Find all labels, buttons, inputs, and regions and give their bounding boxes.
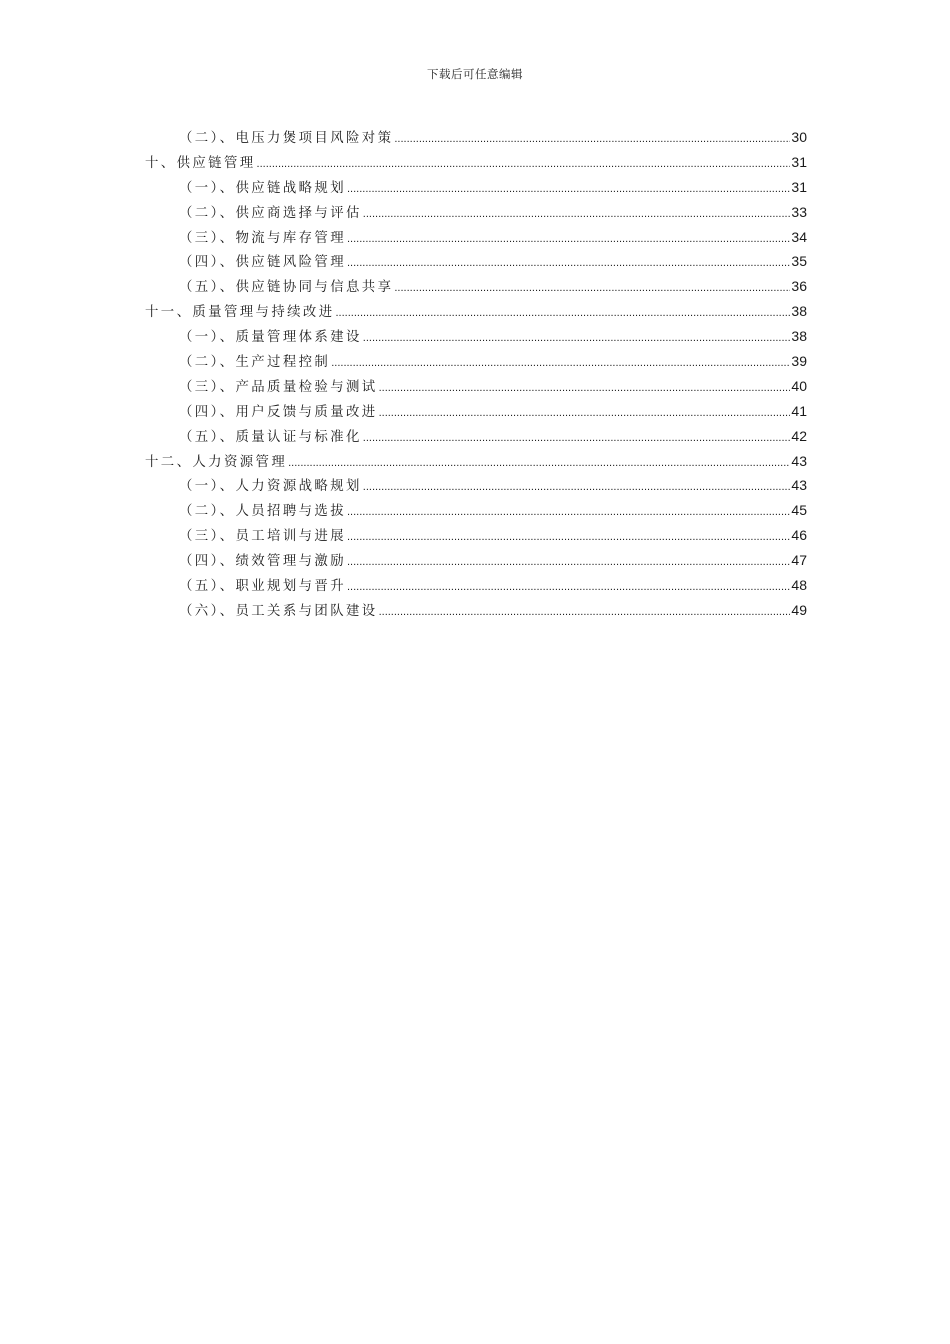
toc-entry-page: 41 [791,402,807,419]
toc-entry[interactable] [145,473,807,498]
toc-entry-page: 34 [791,228,807,245]
toc-dot-leader [394,127,790,152]
toc-entry[interactable] [145,125,807,150]
toc-entry[interactable] [145,175,807,200]
toc-entry-page: 33 [791,203,807,220]
toc-chapter-entry[interactable] [145,449,807,474]
toc-entry[interactable] [145,274,807,299]
toc-entry-title: （二）、供应商选择与评估 [179,205,362,221]
toc-entry-page: 43 [791,477,807,494]
toc-dot-leader [347,525,790,550]
toc-entry-title: （二）、生产过程控制 [179,355,331,371]
toc-entry-page: 48 [791,577,807,594]
toc-entry[interactable] [145,249,807,274]
toc-dot-leader [379,376,791,401]
toc-entry-page: 47 [791,552,807,569]
toc-entry-title: 十二、人力资源管理 [145,454,288,470]
toc-entry[interactable] [145,498,807,523]
toc-entry-page: 42 [791,427,807,444]
toc-dot-leader [347,227,790,252]
toc-entry-title: （五）、质量认证与标准化 [179,429,362,445]
toc-entry[interactable] [145,598,807,623]
toc-dot-leader [347,575,790,600]
toc-dot-leader [379,600,791,625]
toc-entry[interactable] [145,349,807,374]
toc-entry-page: 45 [791,502,807,519]
toc-dot-leader [347,550,790,575]
toc-entry-page: 40 [791,377,807,394]
toc-entry-title: 十一、质量管理与持续改进 [145,305,335,321]
toc-entry[interactable] [145,399,807,424]
toc-chapter-entry[interactable] [145,299,807,324]
toc-dot-leader [379,401,791,426]
toc-entry[interactable] [145,548,807,573]
toc-dot-leader [336,301,791,326]
toc-dot-leader [363,426,791,451]
toc-entry-page: 38 [791,328,807,345]
toc-entry-page: 38 [791,303,807,320]
toc-entry-title: （三）、产品质量检验与测试 [179,379,378,395]
toc-entry-page: 31 [791,153,807,170]
toc-dot-leader [363,475,791,500]
toc-entry-page: 43 [791,452,807,469]
toc-entry-title: （四）、绩效管理与激励 [179,554,346,570]
toc-dot-leader [347,251,790,276]
toc-entry-title: 十、供应链管理 [145,155,256,171]
toc-entry-page: 35 [791,253,807,270]
toc-entry-title: （一）、供应链战略规划 [179,180,346,196]
page-header: 下载后可任意编辑 [427,67,523,81]
toc-entry-page: 39 [791,353,807,370]
toc-chapter-entry[interactable] [145,150,807,175]
toc-entry-title: （二）、人员招聘与选拔 [179,504,346,520]
toc-entry[interactable] [145,225,807,250]
toc-entry-title: （一）、人力资源战略规划 [179,479,362,495]
toc-dot-leader [331,351,790,376]
toc-dot-leader [288,451,790,476]
toc-entry-title: （四）、用户反馈与质量改进 [179,404,378,420]
toc-entry[interactable] [145,324,807,349]
toc-dot-leader [257,152,791,177]
toc-entry-page: 31 [791,178,807,195]
toc-entry[interactable] [145,424,807,449]
toc-entry-page: 46 [791,527,807,544]
toc-entry-page: 30 [791,129,807,145]
toc-dot-leader [347,500,790,525]
toc-entry-title: （五）、职业规划与晋升 [179,579,346,595]
toc-dot-leader [394,276,790,301]
toc-entry-title: （三）、员工培训与进展 [179,529,346,545]
toc-entry-page: 36 [791,278,807,295]
toc-entry-title: （六）、员工关系与团队建设 [179,603,378,619]
toc-entry-title: （二）、电压力煲项目风险对策 [179,131,394,146]
toc-entry-title: （五）、供应链协同与信息共享 [179,280,394,296]
toc-dot-leader [347,177,790,202]
toc-dot-leader [363,326,791,351]
toc-entry-title: （一）、质量管理体系建设 [179,330,362,346]
toc-entry[interactable] [145,374,807,399]
table-of-contents [145,125,807,623]
toc-entry[interactable] [145,573,807,598]
toc-entry-title: （四）、供应链风险管理 [179,255,346,271]
toc-entry[interactable] [145,523,807,548]
toc-dot-leader [363,202,791,227]
toc-entry[interactable] [145,200,807,225]
toc-entry-page: 49 [791,601,807,618]
toc-entry-title: （三）、物流与库存管理 [179,230,346,246]
